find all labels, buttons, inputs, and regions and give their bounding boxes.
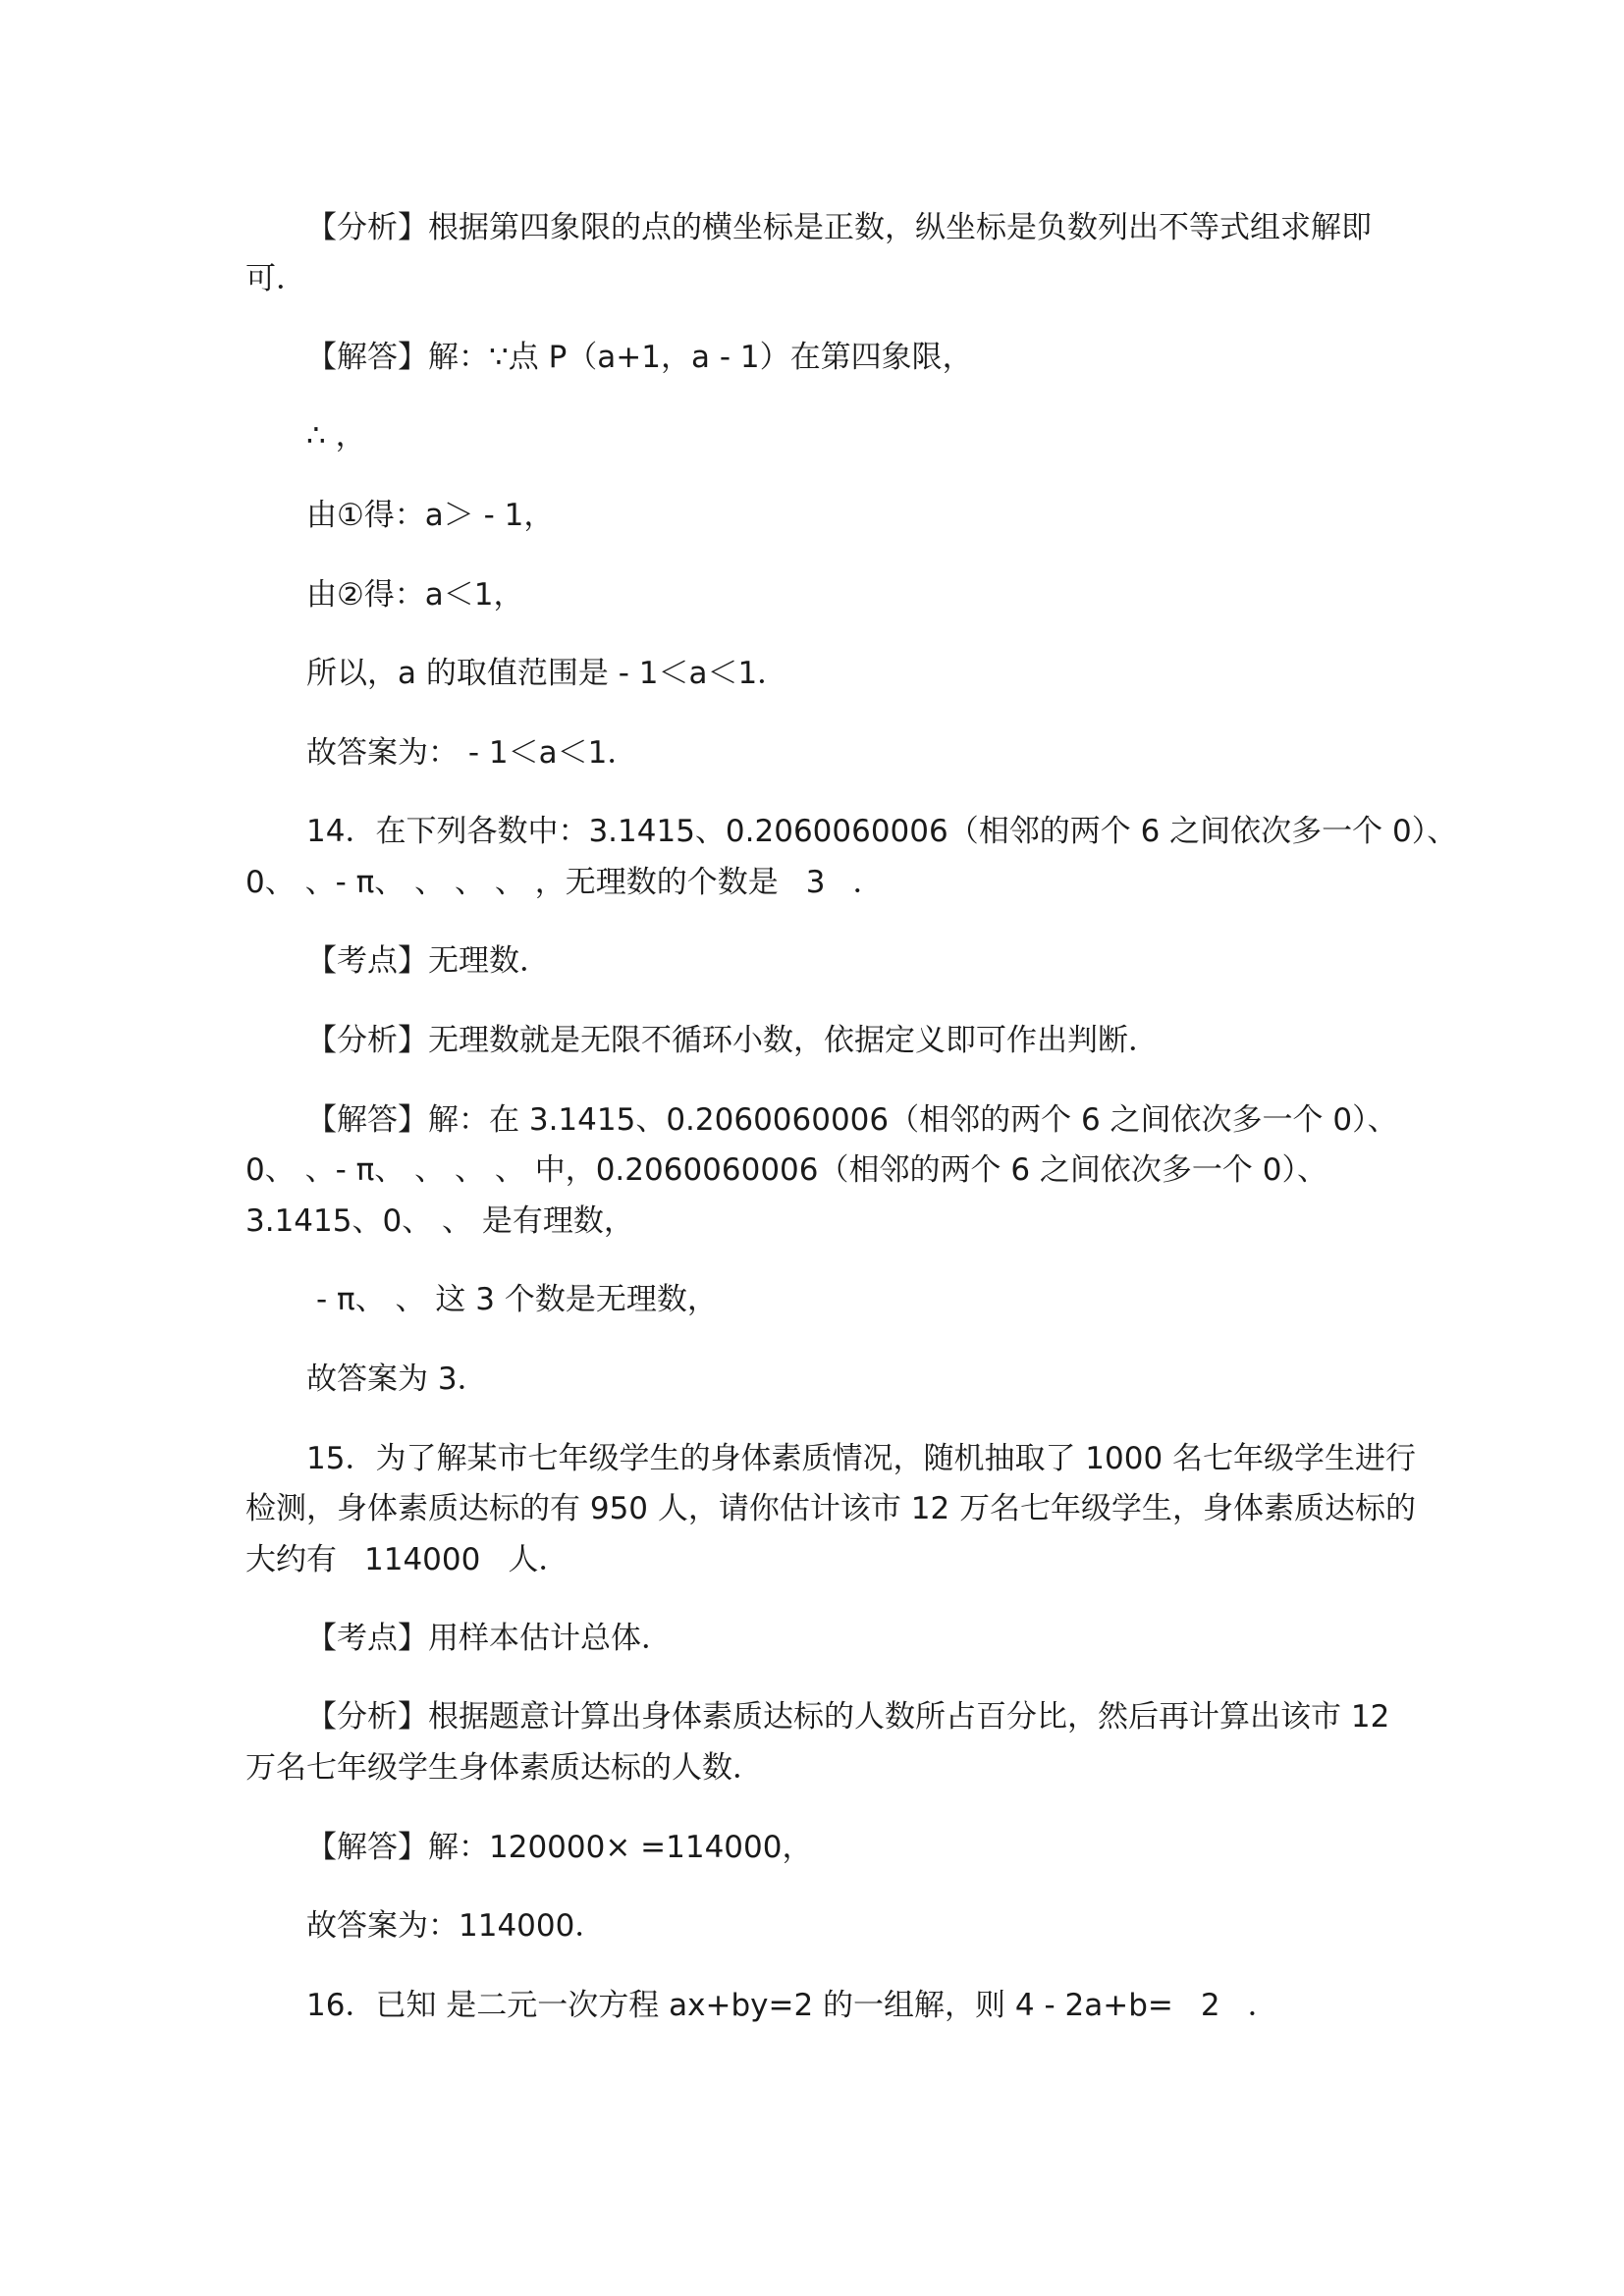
question-15-answer: 114000: [364, 1542, 481, 1577]
question-16-line: [306, 1986, 1278, 2025]
answer-line-15: 故答案为：114000．: [306, 1908, 606, 1944]
knowledge-point-line: 【考点】无理数．: [306, 943, 550, 979]
analysis-line: 【分析】根据第四象限的点的横坐标是正数，纵坐标是负数列出不等式组求解即: [306, 210, 1372, 245]
solution-line-15: 【解答】解：120000× =114000，: [306, 1830, 813, 1865]
question-15-text: 大约有: [245, 1542, 337, 1577]
solution-line-14-continued: 0、 、- π、 、 、 、 中，0.2060060006（相邻的两个 6 之间依次多一个 0）、: [245, 1152, 1328, 1188]
answer-line: 故答案为： - 1＜a＜1．: [306, 735, 638, 771]
analysis-line-14: 【分析】无理数就是无限不循环小数，依据定义即可作出判断．: [306, 1023, 1159, 1058]
question-16-text: 16．已知 是二元一次方程 ax+by=2 的一组解，则 4 - 2a+b=: [306, 1988, 1173, 2023]
question-15-line-end: [245, 1540, 568, 1579]
analysis-line-15-continued: 万名七年级学生身体素质达标的人数．: [245, 1750, 763, 1786]
solution-line-14: 【解答】解：在 3.1415、0.2060060006（相邻的两个 6 之间依次多一个 0）、: [306, 1102, 1398, 1138]
analysis-line-continued: 可．: [245, 261, 306, 296]
therefore-line: ∴ ，: [306, 418, 366, 454]
question-14-text: 0、 、- π、 、 、 、 ，无理数的个数是: [245, 865, 779, 900]
question-15-suffix: 人．: [508, 1542, 569, 1577]
question-15-line-continued: 检测，身体素质达标的有 950 人，请你估计该市 12 万名七年级学生，身体素质达标的: [245, 1491, 1417, 1526]
answer-line-14: 故答案为 3．: [306, 1362, 488, 1397]
solution-line-14-rational: 3.1415、0、 、 是有理数，: [245, 1203, 634, 1239]
solution-line: 【解答】解：∵点 P（a+1，a - 1）在第四象限，: [306, 340, 973, 375]
analysis-line-15: 【分析】根据题意计算出身体素质达标的人数所占百分比，然后再计算出该市 12: [306, 1699, 1390, 1735]
question-16-suffix: ．: [1247, 1988, 1278, 2023]
question-15-line: 15．为了解某市七年级学生的身体素质情况，随机抽取了 1000 名七年级学生进行: [306, 1441, 1417, 1476]
knowledge-point-line-15: 【考点】用样本估计总体．: [306, 1621, 672, 1656]
range-line: 所以，a 的取值范围是 - 1＜a＜1．: [306, 656, 788, 691]
question-16-answer: 2: [1200, 1988, 1220, 2023]
question-14-suffix: ．: [852, 865, 884, 900]
question-14-line-continued: [245, 863, 883, 902]
step-two-line: 由②得：a＜1，: [306, 577, 524, 613]
question-14-answer: 3: [805, 865, 826, 900]
question-14-line: 14．在下列各数中：3.1415、0.2060060006（相邻的两个 6 之间依次多一个 0）、: [306, 814, 1458, 849]
solution-line-14-irrational: - π、 、 这 3 个数是无理数，: [316, 1282, 718, 1317]
step-one-line: 由①得：a＞ - 1，: [306, 498, 555, 533]
